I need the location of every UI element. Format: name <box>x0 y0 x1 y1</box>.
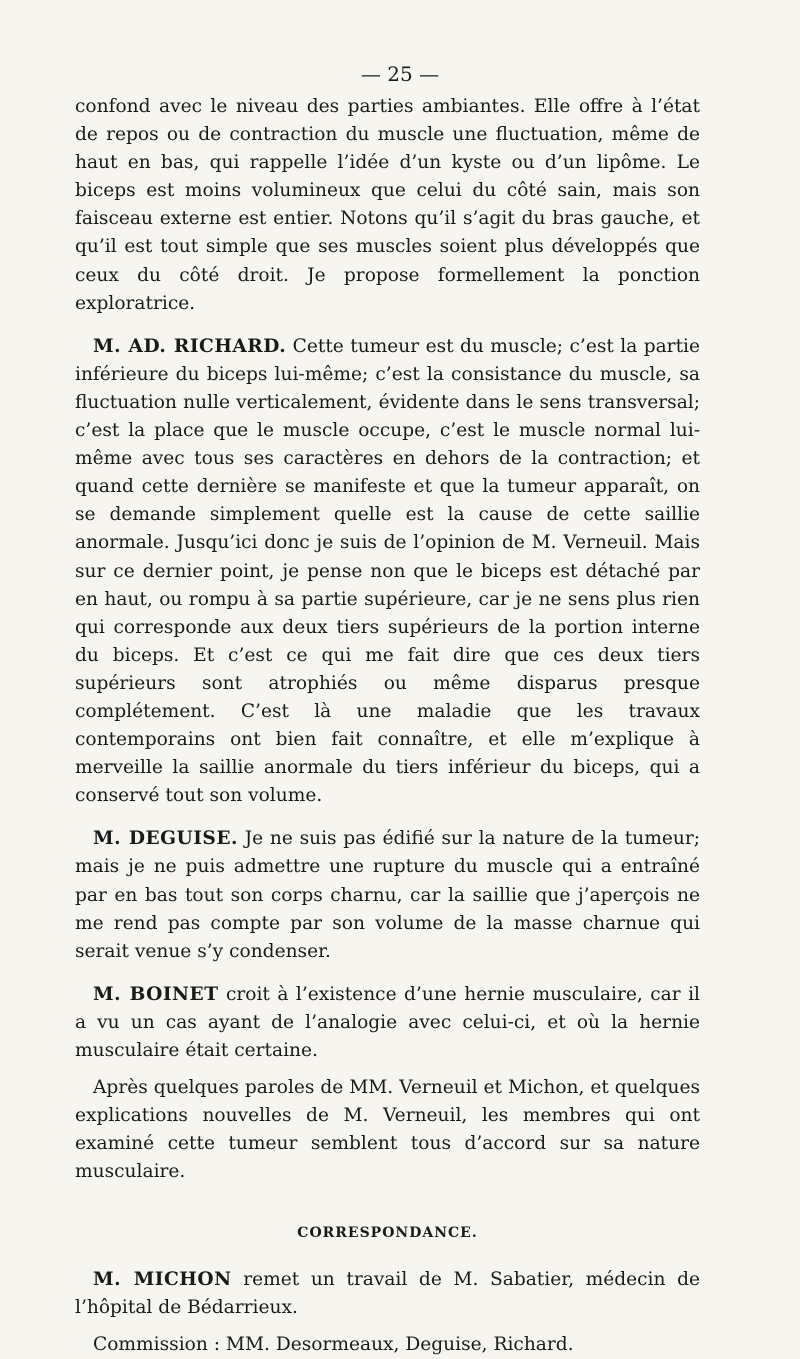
paragraph-5 <box>75 1074 700 1186</box>
speaker-richard: M. AD. RICHARD. <box>93 335 287 357</box>
paragraph-1 <box>75 93 700 318</box>
correspondance-paragraph-2 <box>75 1331 700 1359</box>
correspondance-section <box>75 1266 700 1359</box>
paragraph-3-text: Je ne suis pas édifié sur la nature de la tumeur; mais je ne puis admettre une rupture du muscle qui a entraîné par en bas tout son corps charnu, car la saillie que j’aperçois ne me rend pas compte par son volume de la masse charnue qui serait venue s’y condenser. <box>75 828 700 962</box>
speaker-deguise: M. DEGUISE. <box>93 828 238 850</box>
paragraph-2 <box>75 333 700 811</box>
main-text <box>75 93 700 1359</box>
speaker-boinet: M. BOINET <box>93 983 219 1005</box>
page-number-header: — 25 — <box>360 62 440 86</box>
commission-text: Commission : MM. Desormeaux, Deguise, Richard. <box>93 1333 574 1355</box>
paragraph-2-text: Cette tumeur est du muscle; c’est la partie inférieure du biceps lui-même; c’est la consistance du muscle, sa fluctuation nulle verticalement, évidente dans le sens transversal; c’est la place que le muscle occupe, c’est le muscle normal lui-même avec tous ses caractères en dehors de la contraction; et quand cette dernière se manifeste et que la tumeur apparaît, on se demande simplement quelle est la cause de cette saillie anormale. Jusqu’ici donc je suis de l’opinion de M. Verneuil. Mais sur ce dernier point, je pense non que le biceps est détaché par en haut, ou rompu à sa partie supérieure, car je ne sens plus rien qui corresponde aux deux tiers supérieurs de la portion interne du biceps. Et c’est ce qui me fait dire que ces deux tiers supérieurs sont atrophiés ou même disparus presque complétement. C’est là une maladie que les travaux contemporains ont bien fait connaître, et elle m’explique à merveille la saillie anormale du tiers inférieur du biceps, qui a conservé tout son volume. <box>75 335 700 807</box>
paragraph-3 <box>75 825 700 965</box>
correspondance-paragraph-1-text: remet un travail de M. Sabatier, médecin de l’hôpital de Bédarrieux. <box>75 1268 700 1318</box>
paragraph-4 <box>75 981 700 1065</box>
paragraph-4-text: croit à l’existence d’une hernie musculaire, car il a vu un cas ayant de l’analogie avec celui-ci, et où la hernie musculaire était certaine. <box>75 983 700 1061</box>
speaker-michon: M. MICHON <box>93 1268 232 1290</box>
paragraph-1-text: confond avec le niveau des parties ambiantes. Elle offre à l’état de repos ou de contraction du muscle une fluctuation, même de haut en bas, qui rappelle l’idée d’un kyste ou d’un lipôme. Le biceps est moins volumineux que celui du côté sain, mais son faisceau externe est entier. Notons qu’il s’agit du bras gauche, et qu’il est tout simple que ses muscles soient plus développés que ceux du côté droit. Je propose formellement la ponction exploratrice. <box>75 96 700 314</box>
paragraph-5-text: Après quelques paroles de MM. Verneuil et Michon, et quelques explications nouvelles de M. Verneuil, les membres qui ont examiné cette tumeur semblent tous d’accord sur sa nature musculaire. <box>75 1077 700 1183</box>
section-title-correspondance: CORRESPONDANCE. <box>297 1225 478 1242</box>
correspondance-paragraph-1 <box>75 1266 700 1322</box>
